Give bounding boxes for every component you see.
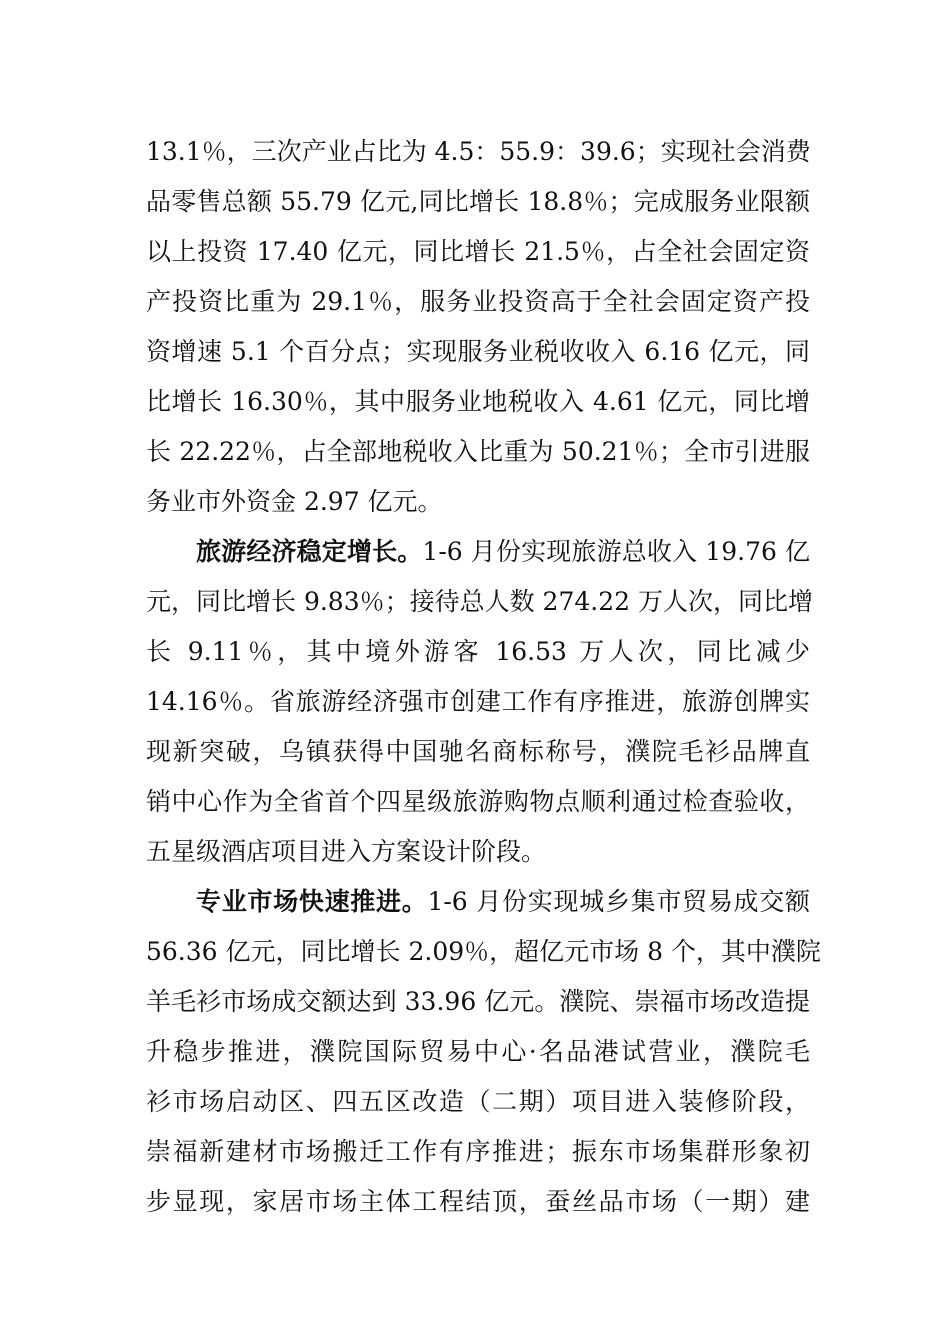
text-line: 比增长 16.30％，其中服务业地税收入 4.61 亿元，同比增 bbox=[146, 387, 810, 416]
text-line: 务业市外资金 2.97 亿元。 bbox=[146, 487, 443, 516]
text-line: 13.1％，三次产业占比为 4.5：55.9：39.6；实现社会消费 bbox=[146, 137, 811, 166]
text-line: 衫市场启动区、四五区改造（二期）项目进入装修阶段， bbox=[146, 1087, 810, 1116]
text-line: 长 9.11％，其中境外游客 16.53 万人次，同比减少 bbox=[146, 637, 810, 666]
text-line: 56.36 亿元，同比增长 2.09％，超亿元市场 8 个，其中濮院 bbox=[146, 937, 821, 966]
text-line: 销中心作为全省首个四星级旅游购物点顺利通过检查验收， bbox=[146, 787, 810, 816]
document-body bbox=[146, 127, 821, 1227]
text-line: 升稳步推进，濮院国际贸易中心·名品港试营业，濮院毛 bbox=[146, 1037, 810, 1066]
paragraph-lead-heading: 专业市场快速推进。 bbox=[196, 887, 428, 916]
text-line: 步显现，家居市场主体工程结顶，蚕丝品市场（一期）建 bbox=[146, 1187, 810, 1216]
text-line: 五星级酒店项目进入方案设计阶段。 bbox=[146, 837, 547, 866]
text-line bbox=[146, 527, 810, 577]
text-line: 资增速 5.1 个百分点；实现服务业税收收入 6.16 亿元，同 bbox=[146, 337, 810, 366]
paragraph-service-industry bbox=[146, 127, 810, 527]
text-line: 14.16％。省旅游经济强市创建工作有序推进，旅游创牌实 bbox=[146, 687, 810, 716]
paragraph-tourism bbox=[146, 527, 813, 877]
paragraph-markets bbox=[146, 877, 821, 1227]
text-line: 元，同比增长 9.83％；接待总人数 274.22 万人次，同比增 bbox=[146, 587, 813, 616]
text-line: 崇福新建材市场搬迁工作有序推进；振东市场集群形象初 bbox=[146, 1137, 810, 1166]
text-line: 现新突破，乌镇获得中国驰名商标称号，濮院毛衫品牌直 bbox=[146, 737, 810, 766]
text-line-body: 1-6 月份实现城乡集市贸易成交额 bbox=[427, 887, 810, 916]
text-line-body: 1-6 月份实现旅游总收入 19.76 亿 bbox=[422, 537, 810, 566]
text-line: 羊毛衫市场成交额达到 33.96 亿元。濮院、崇福市场改造提 bbox=[146, 987, 810, 1016]
text-line: 长 22.22％，占全部地税收入比重为 50.21％；全市引进服 bbox=[146, 437, 810, 466]
text-line: 产投资比重为 29.1％，服务业投资高于全社会固定资产投 bbox=[146, 287, 810, 316]
paragraph-lead-heading: 旅游经济稳定增长。 bbox=[196, 537, 423, 566]
text-line: 品零售总额 55.79 亿元,同比增长 18.8％；完成服务业限额 bbox=[146, 187, 810, 216]
text-line: 以上投资 17.40 亿元，同比增长 21.5％，占全社会固定资 bbox=[146, 237, 810, 266]
text-line bbox=[146, 877, 810, 927]
